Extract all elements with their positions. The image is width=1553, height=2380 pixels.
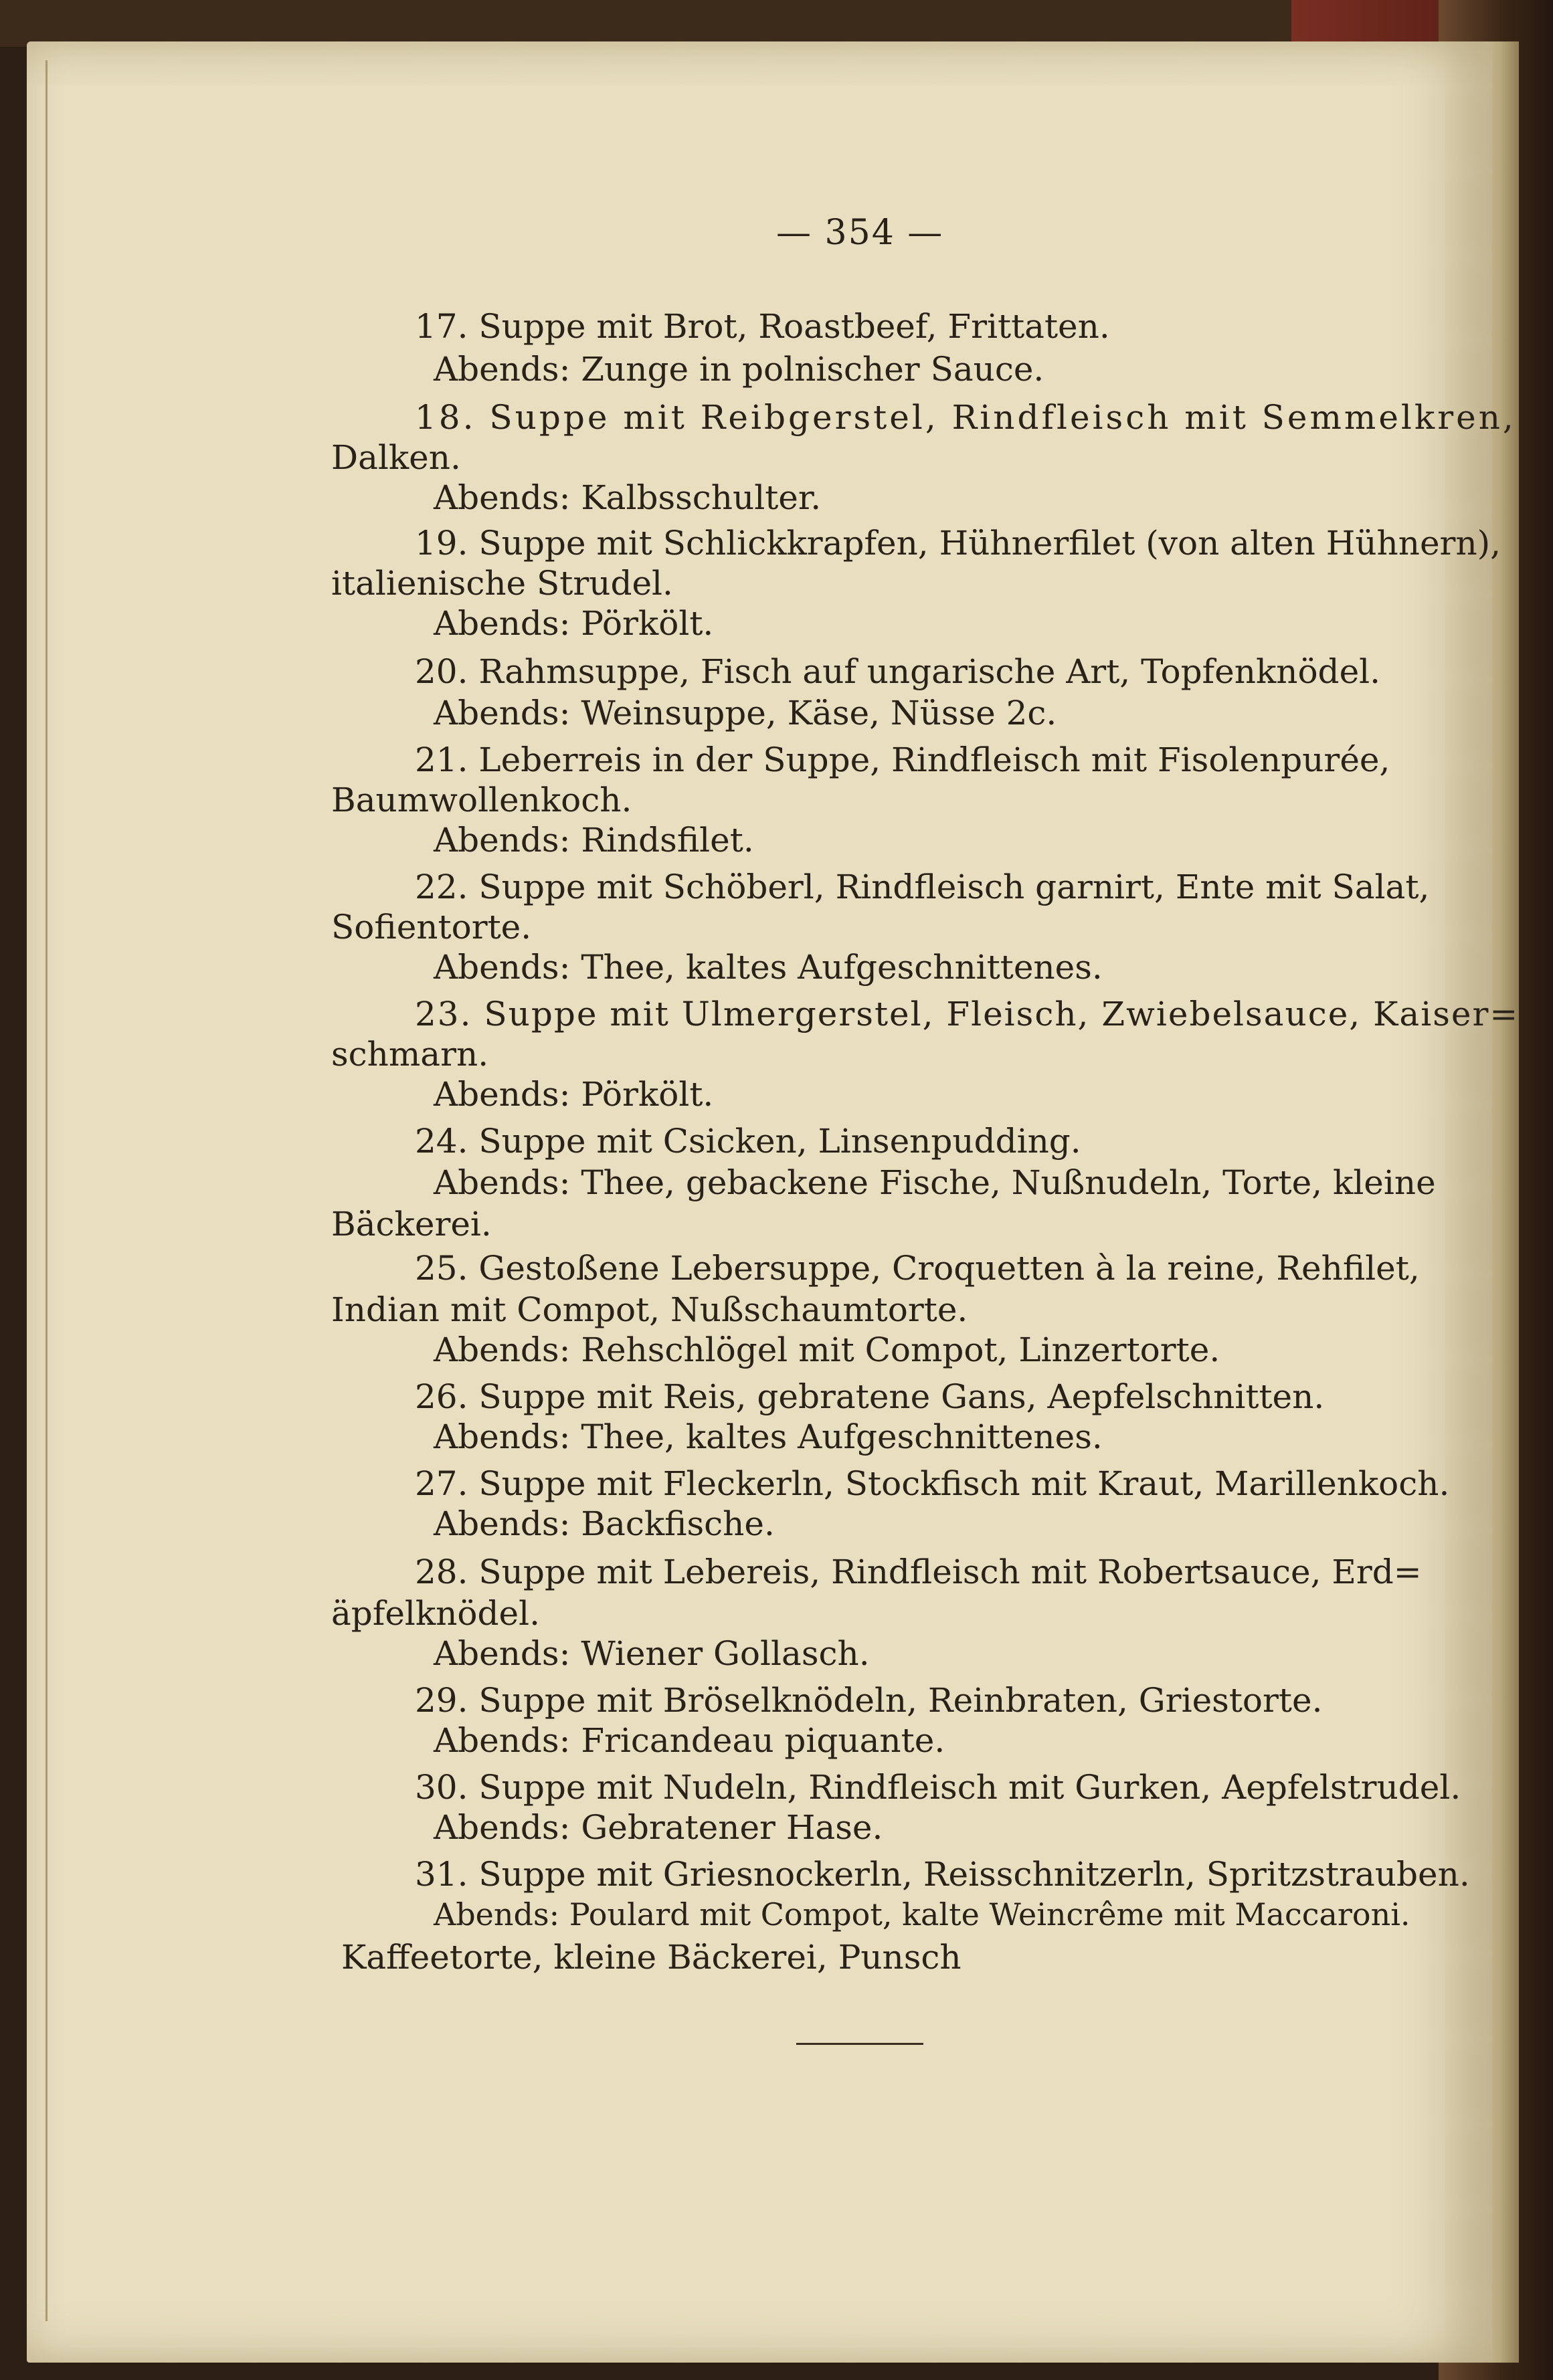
menu-line: 20. Rahmsuppe, Fisch auf ungarische Art, Topfenknödel. xyxy=(415,652,1381,691)
menu-line: 19. Suppe mit Schlickkrapfen, Hühnerfilet (von alten Hühnern), xyxy=(415,524,1501,563)
menu-line: Sofientorte. xyxy=(331,908,532,947)
menu-line: italienische Strudel. xyxy=(331,564,673,603)
menu-line: 25. Gestoßene Lebersuppe, Croquetten à la reine, Rehfilet, xyxy=(415,1249,1420,1288)
menu-line: Indian mit Compot, Nußschaumtorte. xyxy=(331,1290,968,1329)
menu-line: 31. Suppe mit Griesnockerln, Reisschnitzerln, Spritzstrauben. xyxy=(415,1855,1470,1894)
menu-line: schmarn. xyxy=(331,1035,489,1074)
menu-line: Abends: Weinsuppe, Käse, Nüsse 2c. xyxy=(434,694,1057,732)
menu-line: Abends: Thee, gebackene Fische, Nußnudeln, Torte, kleine xyxy=(434,1163,1436,1202)
menu-line: Abends: Gebratener Hase. xyxy=(434,1808,883,1847)
menu-line: 23. Suppe mit Ulmergerstel, Fleisch, Zwiebelsauce, Kaiser= xyxy=(415,995,1520,1033)
menu-line: Bäckerei. xyxy=(331,1205,492,1244)
menu-line: 28. Suppe mit Lebereis, Rindfleisch mit Robertsauce, Erd= xyxy=(415,1553,1422,1591)
left-margin-rule xyxy=(45,60,48,2321)
menu-line: Abends: Pörkölt. xyxy=(434,1075,714,1114)
page-number: — 354 — xyxy=(776,213,944,253)
menu-line: 18. Suppe mit Reibgerstel, Rindfleisch mit Semmelkren, xyxy=(415,398,1516,437)
menu-line: Baumwollenkoch. xyxy=(331,781,632,819)
menu-line: äpfelknödel. xyxy=(331,1594,540,1633)
menu-line: Abends: Fricandeau piquante. xyxy=(434,1721,945,1760)
menu-line: Abends: Wiener Gollasch. xyxy=(434,1634,870,1673)
menu-line: Abends: Zunge in polnischer Sauce. xyxy=(434,350,1044,389)
menu-line: 30. Suppe mit Nudeln, Rindfleisch mit Gurken, Aepfelstrudel. xyxy=(415,1768,1461,1807)
menu-line: Abends: Poulard mit Compot, kalte Weincrême mit Maccaroni. xyxy=(434,1896,1410,1932)
menu-line: Abends: Thee, kaltes Aufgeschnittenes. xyxy=(434,948,1103,987)
menu-line: Abends: Rehschlögel mit Compot, Linzertorte. xyxy=(434,1330,1220,1369)
end-divider-line xyxy=(796,2043,923,2045)
menu-line: Abends: Backfische. xyxy=(434,1504,775,1543)
menu-line: Dalken. xyxy=(331,438,461,477)
menu-line: Abends: Pörkölt. xyxy=(434,604,714,643)
menu-line: 17. Suppe mit Brot, Roastbeef, Frittaten. xyxy=(415,307,1110,346)
menu-line: 22. Suppe mit Schöberl, Rindfleisch garnirt, Ente mit Salat, xyxy=(415,868,1430,906)
menu-line: 27. Suppe mit Fleckerln, Stockfisch mit Kraut, Marillenkoch. xyxy=(415,1464,1450,1503)
menu-line: Abends: Thee, kaltes Aufgeschnittenes. xyxy=(434,1417,1103,1456)
menu-line: Abends: Kalbsschulter. xyxy=(434,478,822,517)
menu-line: 29. Suppe mit Bröselknödeln, Reinbraten, Griestorte. xyxy=(415,1681,1323,1720)
menu-line: 24. Suppe mit Csicken, Linsenpudding. xyxy=(415,1122,1081,1161)
menu-line: Abends: Rindsfilet. xyxy=(434,821,754,860)
menu-line: Kaffeetorte, kleine Bäckerei, Punsch xyxy=(341,1938,962,1977)
menu-line: 26. Suppe mit Reis, gebratene Gans, Aepfelschnitten. xyxy=(415,1377,1325,1416)
menu-line: 21. Leberreis in der Suppe, Rindfleisch mit Fisolenpurée, xyxy=(415,740,1390,779)
